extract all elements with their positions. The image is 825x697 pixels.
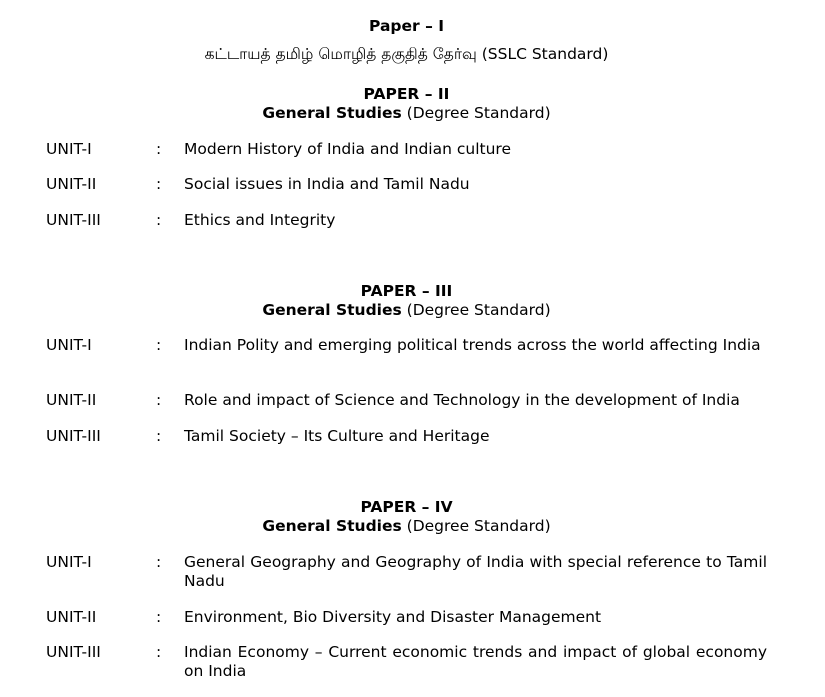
paper-3-subtitle-bold: General Studies xyxy=(262,301,402,319)
paper-1-tamil-text: கட்டாயத் தமிழ் மொழித் தகுதித் தேர்வு xyxy=(204,45,477,63)
paper-4-title: PAPER – IV xyxy=(360,498,453,516)
paper-4-subtitle-bold: General Studies xyxy=(262,517,402,535)
unit-separator: : xyxy=(156,391,162,409)
unit-description: Social issues in India and Tamil Nadu xyxy=(184,175,470,193)
paper-2-subtitle-standard: (Degree Standard) xyxy=(401,104,551,122)
paper-1-standard: (SSLC Standard) xyxy=(476,45,609,63)
paper-2-title: PAPER – II xyxy=(363,85,450,103)
paper-4-subtitle xyxy=(0,517,813,535)
unit-separator: : xyxy=(156,175,162,193)
unit-label: UNIT-II xyxy=(46,391,97,409)
paper-2-subtitle xyxy=(0,104,813,122)
unit-label: UNIT-II xyxy=(46,608,97,626)
unit-label: UNIT-I xyxy=(46,336,92,354)
unit-description: Role and impact of Science and Technology in the development of India xyxy=(184,391,740,409)
unit-separator: : xyxy=(156,211,162,229)
unit-description: Indian Polity and emerging political trends across the world affecting India xyxy=(184,336,761,354)
paper-3-subtitle-standard: (Degree Standard) xyxy=(401,301,551,319)
unit-separator: : xyxy=(156,608,162,626)
unit-description: Environment, Bio Diversity and Disaster Management xyxy=(184,608,602,626)
unit-description: Modern History of India and Indian culture xyxy=(184,140,511,158)
unit-separator: : xyxy=(156,553,162,571)
paper-4-subtitle-standard: (Degree Standard) xyxy=(401,517,551,535)
unit-description: Tamil Society – Its Culture and Heritage xyxy=(184,427,490,445)
unit-label: UNIT-II xyxy=(46,175,97,193)
paper-2-subtitle-bold: General Studies xyxy=(262,104,402,122)
unit-description: Indian Economy – Current economic trends and impact of global economy on India xyxy=(184,643,767,680)
unit-label: UNIT-III xyxy=(46,427,101,445)
unit-separator: : xyxy=(156,140,162,158)
unit-description: General Geography and Geography of India with special reference to Tamil Nadu xyxy=(184,553,767,590)
unit-separator: : xyxy=(156,427,162,445)
unit-label: UNIT-I xyxy=(46,140,92,158)
unit-separator: : xyxy=(156,643,162,661)
unit-description: Ethics and Integrity xyxy=(184,211,336,229)
paper-1-description xyxy=(0,45,813,65)
unit-separator: : xyxy=(156,336,162,354)
unit-label: UNIT-I xyxy=(46,553,92,571)
paper-3-subtitle xyxy=(0,301,813,319)
paper-3-title: PAPER – III xyxy=(360,282,453,300)
unit-label: UNIT-III xyxy=(46,211,101,229)
unit-label: UNIT-III xyxy=(46,643,101,661)
paper-1-title: Paper – I xyxy=(369,17,444,35)
